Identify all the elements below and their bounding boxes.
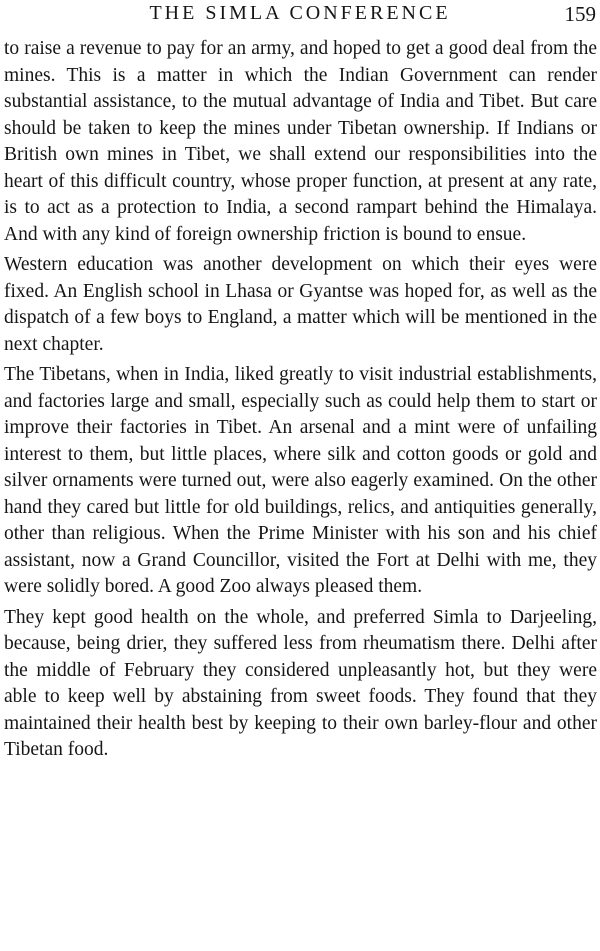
paragraph-mines: to raise a revenue to pay for an army, and hoped to get a good deal from the mines. This is a matter in which the Indian Government can render substantial assistance, to the mutual advantage of India and Tibet. But care should be taken to keep the mines under Tibetan ownership. If Indians or British own mines in Tibet, we shall extend our responsibilities into the heart of this difficult country, whose proper function, at present at any rate, is to act as a protection to India, a second rampart behind the Himalaya. And with any kind of foreign ownership friction is bound to ensue. — [4, 38, 597, 245]
paragraph-industrial-visits: The Tibetans, when in India, liked greatly to visit industrial establishments, and factories large and small, especially such as could help them to start or improve their factories in Tibet. An arsenal and a mint were of unfailing interest to them, but little places, where silk and cotton goods or gold and silver ornaments were turned out, were also eagerly examined. On the other hand they cared but little for old buildings, relics, and antiquities generally, other than religious. When the Prime Minister with his son and his chief assistant, now a Grand Councillor, visited the Fort at Delhi with me, they were solidly bored. A good Zoo always pleased them. — [4, 364, 597, 597]
body-text — [4, 36, 597, 768]
chapter-running-title: THE SIMLA CONFERENCE — [149, 2, 451, 24]
running-head — [0, 0, 600, 30]
paragraph-western-education: Western education was another development on which their eyes were fixed. An English school in Lhasa or Gyantse was hoped for, as well as the dispatch of a few boys to England, a matter which will be mentioned in the next chapter. — [4, 254, 597, 355]
page-number: 159 — [564, 2, 596, 26]
paragraph-health: They kept good health on the whole, and preferred Simla to Darjeeling, because, being drier, they suffered less from rheumatism there. Delhi after the middle of February they considered unpleasantly hot, but they were able to keep well by abstaining from sweet foods. They found that they maintained their health best by keeping to their own barley-flour and other Tibetan food. — [4, 606, 597, 760]
